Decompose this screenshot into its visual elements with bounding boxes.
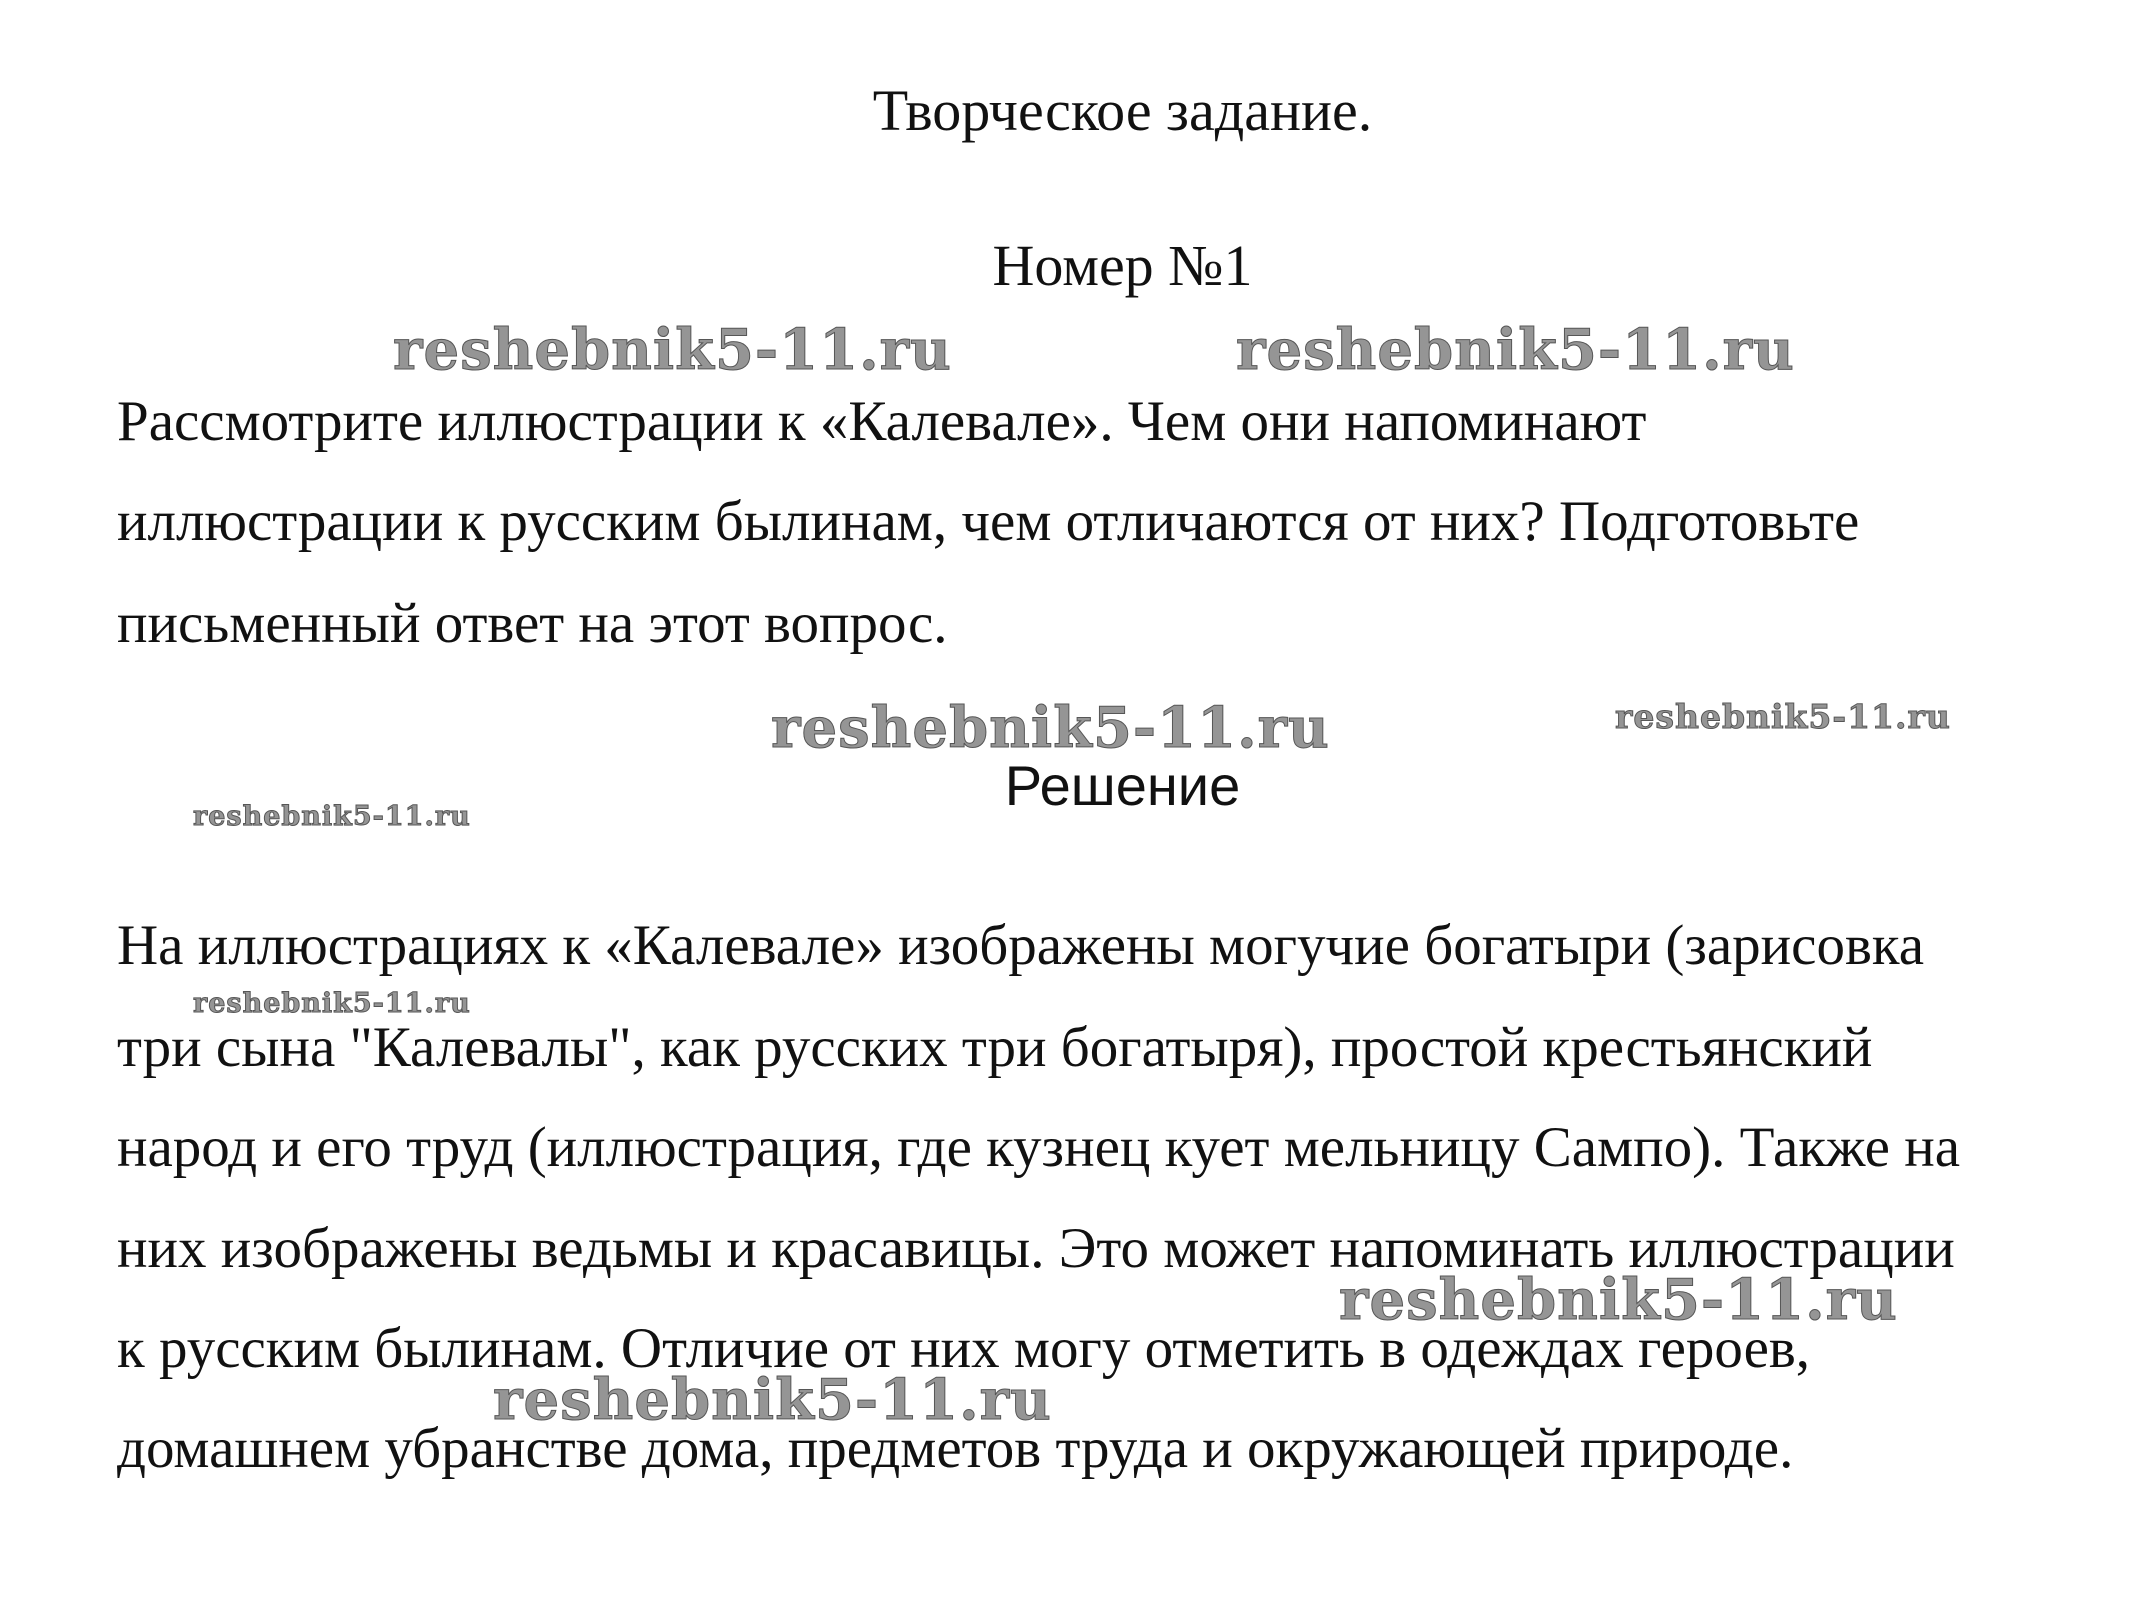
watermark: reshebnik5-11.ru	[193, 801, 471, 832]
answer-line-6: домашнем убранстве дома, предметов труда и окружающей природе.	[117, 1417, 1794, 1480]
question-line-2: иллюстрации к русским былинам, чем отличаются от них? Подготовьте	[117, 490, 1860, 553]
watermark: reshebnik5-11.ru	[1339, 1267, 1898, 1333]
document-title: Творческое задание.	[872, 78, 1373, 143]
watermark: reshebnik5-11.ru	[1615, 697, 1951, 736]
question-line-3: письменный ответ на этот вопрос.	[117, 592, 948, 655]
watermark: reshebnik5-11.ru	[393, 317, 952, 383]
answer-line-2: три сына "Калевалы", как русских три богатыря), простой крестьянский	[117, 1016, 1873, 1079]
answer-line-5: к русским былинам. Отличие от них могу отметить в одеждах героев,	[117, 1317, 1811, 1380]
task-number: Номер №1	[992, 233, 1253, 298]
answer-line-1: На иллюстрациях к «Калевале» изображены могучие богатыри (зарисовка	[117, 914, 1925, 977]
answer-line-3: народ и его труд (иллюстрация, где кузнец кует мельницу Сампо). Также на	[117, 1116, 1961, 1179]
watermark: reshebnik5-11.ru	[493, 1367, 1052, 1433]
watermark: reshebnik5-11.ru	[1236, 317, 1795, 383]
solution-heading: Решение	[1004, 754, 1241, 817]
question-line-1: Рассмотрите иллюстрации к «Калевале». Чем они напоминают	[117, 390, 1647, 453]
answer-line-4: них изображены ведьмы и красавицы. Это может напоминать иллюстрации	[117, 1217, 1955, 1280]
watermark: reshebnik5-11.ru	[193, 988, 471, 1019]
watermark: reshebnik5-11.ru	[771, 695, 1330, 761]
